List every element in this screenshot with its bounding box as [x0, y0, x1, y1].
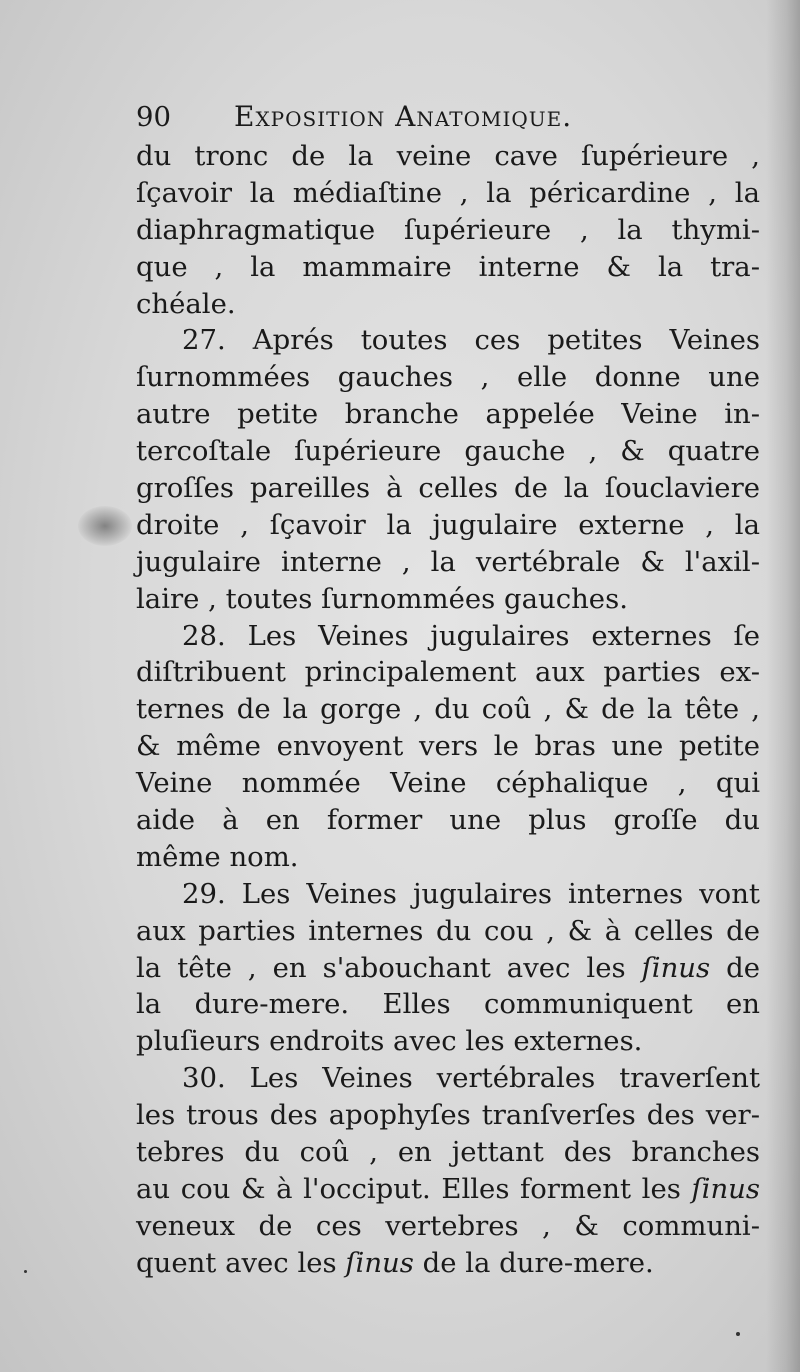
text-line: tebres du coû , en jettant des branches	[136, 1136, 760, 1169]
text-line: au cou & à l'occiput. Elles forment les ſinus	[136, 1172, 760, 1205]
text-line: du tronc de la veine cave ſupérieure ,	[136, 140, 760, 172]
paragraph-30-start: 30. Les Veines vertébrales traverſent	[182, 1062, 760, 1095]
text-line: veneux de ces vertebres , & communi-	[136, 1209, 760, 1242]
text-line: ternes de la gorge , du coû , & de la tête ,	[136, 693, 760, 726]
text-line: diaphragmatique ſupérieure , la thymi-	[136, 213, 760, 246]
text-line: droite , ſçavoir la jugulaire externe , la	[136, 508, 760, 541]
text-line: même nom.	[136, 840, 299, 873]
paper-speck	[24, 1270, 27, 1273]
text-block	[136, 96, 760, 1282]
text-line: tercoſtale ſupérieure gauche , & quatre	[136, 435, 760, 468]
ink-smudge	[78, 506, 132, 546]
text-line: quent avec les ſinus de la dure-mere.	[136, 1246, 654, 1279]
text-line: ſçavoir la médiaſtine , la péricardine , la	[136, 176, 760, 209]
paragraph-28-start: 28. Les Veines jugulaires externes ſe	[182, 619, 760, 652]
text-line: chéale.	[136, 287, 236, 320]
running-title: Exposition Anatomique.	[234, 100, 573, 133]
text-line: la dure-mere. Elles communiquent en	[136, 988, 760, 1021]
text-line: ſurnommées gauches , elle donne une	[136, 361, 760, 394]
text-line: diſtribuent principalement aux parties ex-	[136, 656, 760, 689]
italic-term: ſinus	[641, 951, 711, 984]
text-line: Veine nommée Veine céphalique , qui	[136, 767, 760, 800]
page-header	[136, 96, 760, 138]
text-line: aide à en former une plus groſſe du	[136, 804, 760, 837]
page-number: 90	[136, 101, 171, 133]
text-line: jugulaire interne , la vertébrale & l'axil-	[136, 545, 760, 578]
text-line: les trous des apophyſes tranſverſes des ver-	[136, 1099, 760, 1132]
paragraph-27-start: 27. Aprés toutes ces petites Veines	[182, 324, 760, 357]
text-line: & même envoyent vers le bras une petite	[136, 730, 760, 763]
text-line: groſſes pareilles à celles de la ſouclaviere	[136, 472, 760, 505]
italic-term: ſinus	[691, 1172, 760, 1205]
italic-term: ſinus	[345, 1246, 414, 1279]
text-line: autre petite branche appelée Veine in-	[136, 398, 760, 431]
paper-speck	[736, 1332, 740, 1336]
text-line: la tête , en s'abouchant avec les ſinus de	[136, 951, 760, 984]
page-gutter-shadow	[766, 0, 800, 1372]
text-line: que , la mammaire interne & la tra-	[136, 250, 760, 283]
text-line: pluſieurs endroits avec les externes.	[136, 1025, 643, 1058]
paragraph-29-start: 29. Les Veines jugulaires internes vont	[182, 877, 760, 910]
text-line: aux parties internes du cou , & à celles de	[136, 914, 760, 947]
text-line: laire , toutes ſurnommées gauches.	[136, 582, 628, 615]
